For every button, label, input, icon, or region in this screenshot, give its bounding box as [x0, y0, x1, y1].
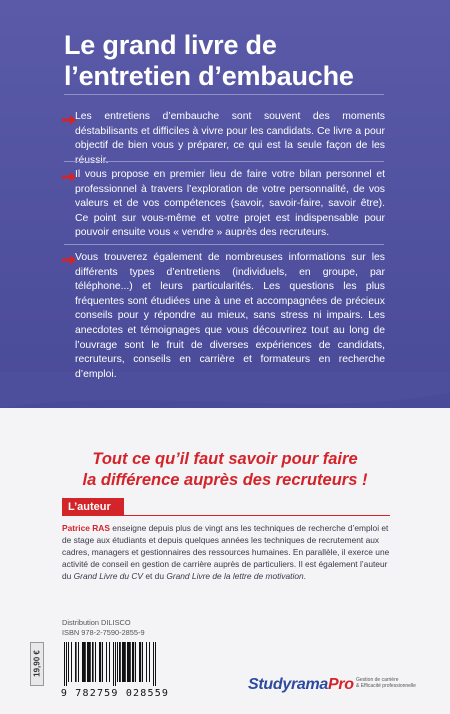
barcode-bar — [68, 642, 69, 682]
barcode-bar — [113, 642, 114, 686]
barcode-bar — [84, 642, 86, 682]
barcode-bar — [124, 642, 126, 682]
arrow-icon — [62, 172, 76, 182]
description-paragraph-3: Vous trouverez également de nombreuses informations sur les différents types d’entretiens (individuels, en groupe, par téléphone...) et leurs particularités. Les questions les plus fréquentes sont étudiées une à une et accompagnées de précieux conseils pour y répondre au mieux, sans stress ni impairs. Les anecdotes et témoignages que vous découvrirez tout au long de l’ouvrage sont le fruit de diverses expériences de candidats, recruteurs, conseils en carrière et formateurs en recherche d’emploi. — [75, 252, 385, 380]
barcode-bar — [109, 642, 110, 682]
publisher-logo — [248, 676, 416, 694]
barcode-bar — [75, 642, 77, 682]
arrow-icon — [62, 115, 76, 125]
publisher-subtitle-line-1: Gestion de carrière — [356, 677, 399, 683]
distribution-info — [62, 618, 145, 638]
barcode-bar — [71, 642, 72, 682]
barcode-bar — [64, 642, 65, 686]
price-label: 19,90 € — [32, 650, 42, 677]
barcode-bar — [87, 642, 89, 682]
description-paragraph-1: Les entretiens d’embauche sont souvent des moments déstabilisants et difficiles à vivre pour les candidats. Ce livre a pour objectif de bien vous y préparer, ce qui est la seule façon de les — [75, 111, 385, 152]
author-name: Patrice RAS — [62, 523, 110, 533]
barcode-bar — [135, 642, 136, 682]
barcode-bar — [115, 642, 116, 686]
barcode-bar — [99, 642, 101, 682]
publisher-subtitle — [356, 677, 426, 689]
arrow-icon — [62, 255, 76, 265]
tagline — [60, 449, 390, 491]
publisher-subtitle-line-2: & Efficacité professionnelle — [356, 683, 416, 689]
publisher-name-main: Studyrama — [248, 676, 328, 693]
author-bio — [62, 522, 390, 582]
book-reference-2: Grand Livre de la lettre de motivation — [166, 571, 304, 581]
author-heading: L’auteur — [62, 498, 124, 516]
barcode-bar — [129, 642, 131, 682]
barcode — [62, 642, 180, 686]
book-title-line-2: l’entretien d’embauche — [64, 61, 354, 91]
author-bio-end: . — [303, 571, 306, 581]
isbn: ISBN 978-2-7590-2855-9 — [62, 628, 145, 637]
publisher-name — [248, 676, 354, 694]
author-bio-text-1: enseigne depuis plus de vingt ans les techniques de recherche d’emploi et de stage aux étudiants et depuis quelques années les techniques de recrutement aux cadres, managers et gestionnaires des ressources humaines. En parallèle, il exerce une activité de conseil en gestion de carrière auprès de particuliers. Il est également l’auteur du — [62, 523, 390, 581]
barcode-bar — [139, 642, 141, 682]
publisher-name-pro: Pro — [328, 676, 354, 693]
price-tag — [30, 642, 44, 686]
barcode-bar — [153, 642, 154, 686]
barcode-bar — [142, 642, 143, 682]
barcode-bar — [127, 642, 129, 682]
barcode-bar — [66, 642, 67, 686]
barcode-bar — [132, 642, 134, 682]
description-paragraph-2: Il vous propose en premier lieu de faire votre bilan personnel et professionnel à travers l’exploration de votre personnalité, de vos valeurs et de vos compétences (savoir, savoir-faire, savoir être). Ce point sur vous-même et votre projet est indispensable pour pouvoir ensuite vous « vendre » auprès des recruteurs. — [75, 169, 385, 239]
book-title-line-1: Le grand livre de — [64, 30, 277, 60]
book-title — [64, 30, 354, 92]
barcode-bar — [119, 642, 121, 682]
barcode-bar — [78, 642, 79, 682]
paragraph-divider-1 — [64, 161, 384, 162]
tagline-line-1: Tout ce qu’il faut savoir pour faire — [92, 450, 358, 468]
barcode-bar — [106, 642, 107, 682]
barcode-number: 9 782759 028559 — [60, 688, 170, 699]
barcode-bar — [155, 642, 156, 686]
barcode-bar — [89, 642, 91, 682]
book-reference-1: Grand Livre du CV — [73, 571, 144, 581]
tagline-line-2: la différence auprès des recruteurs ! — [82, 471, 368, 489]
author-header — [0, 498, 450, 516]
barcode-bar — [82, 642, 84, 682]
barcode-bar — [95, 642, 96, 682]
barcode-bar — [146, 642, 147, 682]
barcode-bar — [117, 642, 118, 682]
barcode-bar — [102, 642, 103, 682]
distributor: Distribution DILISCO — [62, 618, 131, 627]
title-divider — [64, 94, 384, 95]
author-underline — [62, 515, 390, 516]
barcode-bar — [92, 642, 94, 682]
author-bio-text-2: et du — [143, 571, 167, 581]
barcode-bar — [149, 642, 150, 682]
barcode-bar — [122, 642, 124, 682]
paragraph-divider-2 — [64, 244, 384, 245]
